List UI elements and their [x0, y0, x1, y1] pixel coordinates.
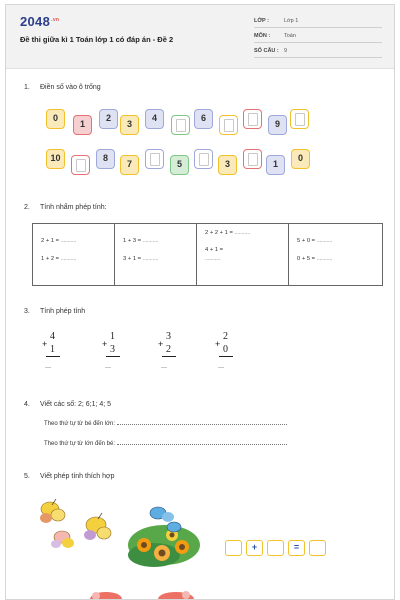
meta-value: Lớp 1: [284, 18, 299, 24]
vertical-addition: 1 + 3 ......: [102, 331, 126, 379]
number-box: 4: [145, 109, 164, 129]
empty-number-box[interactable]: [243, 109, 262, 129]
meta-row-class: [254, 15, 382, 28]
number-box: 9: [268, 115, 287, 135]
number-box: 3: [120, 115, 139, 135]
answer-line[interactable]: [117, 420, 287, 425]
meta-row-count: [254, 45, 382, 58]
plus-sign-box: +: [246, 540, 263, 556]
site-logo[interactable]: [20, 14, 59, 29]
butterflies-flowers-illustration: [36, 495, 208, 600]
vertical-addition: 2 + 0 ......: [215, 331, 239, 379]
butterfly-icon: [51, 531, 74, 548]
number-box: 2: [99, 109, 118, 129]
sum-cell: 1 + 3 = ........... 3 + 1 = ...........: [115, 224, 197, 286]
empty-number-box[interactable]: [194, 149, 213, 169]
empty-number-box[interactable]: [71, 155, 90, 175]
number-box: 6: [194, 109, 213, 129]
answer-box[interactable]: [267, 540, 284, 556]
meta-value: Toán: [284, 33, 296, 39]
number-box: 10: [46, 149, 65, 169]
answer-line[interactable]: [117, 440, 287, 445]
empty-number-box[interactable]: [243, 149, 262, 169]
document-title: Đề thi giữa kì 1 Toán lớp 1 có đáp án - Đề 2: [20, 35, 174, 44]
answer-box[interactable]: [225, 540, 242, 556]
question-4-heading: 4. Viết các số: 2; 6;1; 4; 5: [24, 401, 112, 408]
vertical-addition: 3 + 2 ......: [158, 331, 182, 379]
meta-label: MÔN :: [254, 33, 271, 39]
empty-number-box[interactable]: [145, 149, 164, 169]
question-1-heading: 1. Điền số vào ô trống: [24, 84, 101, 91]
butterfly-icon: [40, 499, 65, 523]
question-5-heading: 5. Viết phép tính thích hợp: [24, 473, 115, 480]
number-box: 3: [218, 155, 237, 175]
empty-number-box[interactable]: [219, 115, 238, 135]
question-2-heading: 2. Tính nhẩm phép tính:: [24, 204, 107, 211]
question-3-heading: 3. Tính phép tính: [24, 308, 86, 315]
logo-main: 2048: [20, 14, 51, 29]
number-box: 1: [266, 155, 285, 175]
equals-sign-box: =: [288, 540, 305, 556]
logo-sub: .vn: [51, 16, 60, 23]
number-box: 0: [46, 109, 65, 129]
sum-cell: 2 + 1 = ........... 1 + 2 = ...........: [33, 224, 115, 286]
meta-label: LỚP :: [254, 18, 269, 24]
butterfly-icon: [84, 513, 111, 540]
worksheet-header: [6, 5, 394, 69]
mental-math-table: [32, 223, 383, 286]
answer-box[interactable]: [309, 540, 326, 556]
order-ascending-line[interactable]: Theo thứ tự từ bé đến lớn:: [44, 420, 287, 427]
number-box: 8: [96, 149, 115, 169]
number-box: 7: [120, 155, 139, 175]
empty-number-box[interactable]: [171, 115, 190, 135]
sum-cell: 5 + 0 = ........... 0 + 5 = ...........: [289, 224, 383, 286]
meta-label: SỐ CÂU :: [254, 48, 279, 54]
number-box: 0: [291, 149, 310, 169]
meta-row-subject: [254, 30, 382, 43]
order-descending-line[interactable]: Theo thứ tự từ lớn đến bé:: [44, 440, 287, 447]
sum-cell: 2 + 2 + 1 = ........... 4 + 1 = ...........: [197, 224, 289, 286]
meta-value: 9: [284, 48, 288, 54]
worksheet-page: [5, 4, 395, 600]
number-box: 5: [170, 155, 189, 175]
vertical-addition: 4 + 1 ......: [42, 331, 66, 379]
number-box: 1: [73, 115, 92, 135]
empty-number-box[interactable]: [290, 109, 309, 129]
